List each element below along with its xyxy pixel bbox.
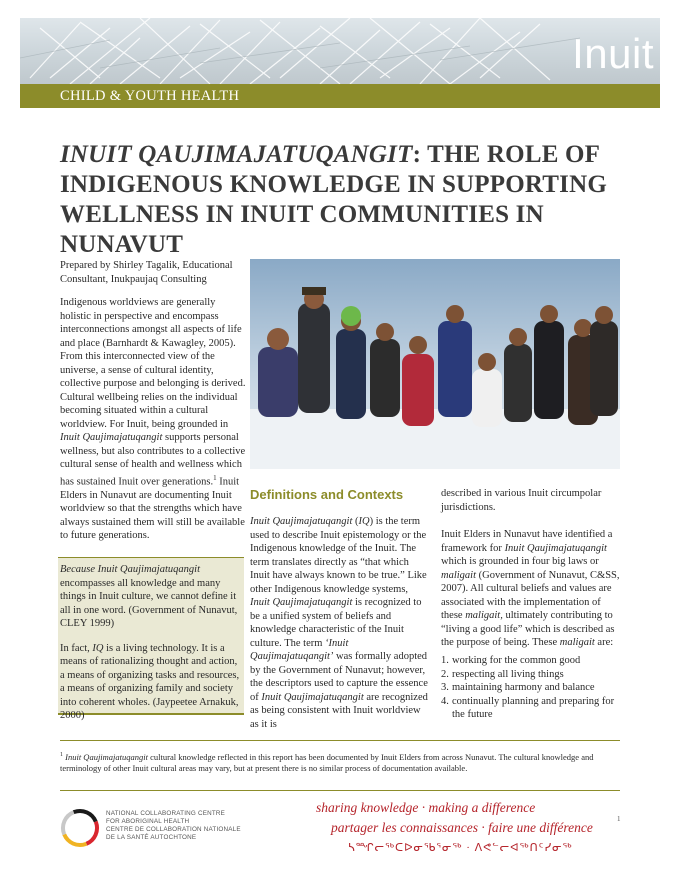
quote-2-text: is a living technology. It is a means of rationalizing thought and action, a means of organizing tasks and resources, a means of organizing family and society into coherent wholes. (Jaypeetee Arnakuk, 2000): [60, 642, 240, 721]
group-photo: [250, 259, 620, 469]
list-item: [441, 695, 621, 722]
footnote-divider: [60, 740, 620, 741]
quote-2: [60, 642, 242, 723]
section-heading: Definitions and Contexts: [250, 487, 404, 502]
org-fr-line-2: DE LA SANTÉ AUTOCHTONE: [106, 834, 197, 841]
quote-box: [58, 557, 244, 721]
def-italic-iq: IQ: [358, 516, 370, 527]
list-text: respecting all living things: [452, 668, 564, 680]
intro-text-2: supports personal wellness, but also contributes to a collective cultural sense of health and wellness which has sustained Inuit over generations.: [60, 432, 246, 487]
def-text-5: are recognized as being consistent with Inuit worldview as it is: [250, 691, 428, 730]
list-number: 4.: [441, 695, 449, 707]
category-label: CHILD & YOUTH HEALTH: [60, 88, 240, 104]
def-italic-2: Inuit Qaujimajatuqangit: [250, 597, 353, 608]
tagline-french: partager les connaissances · faire une différence: [331, 820, 593, 835]
def-italic-4: Inuit Qaujimajatuqangit: [261, 691, 364, 703]
banner-word: Inuit: [572, 30, 654, 77]
list-item: [441, 654, 621, 668]
title-rest: : THE ROLE OF INDIGENOUS KNOWLEDGE IN SUPPORTING WELLNESS IN INUIT COMMUNITIES IN NUNAVUT: [60, 141, 607, 258]
maligait-list: [441, 654, 621, 722]
fw-italic-2: maligait: [441, 569, 477, 581]
list-number: 3.: [441, 682, 449, 693]
quote-2-italic: IQ: [92, 642, 104, 654]
list-number: 1.: [441, 655, 449, 666]
footnote: [60, 750, 620, 774]
footnote-italic: Inuit Qaujimajatuqangit: [65, 751, 148, 762]
fw-text-3: (Government of Nunavut, C&SS, 2007). All cultural beliefs and values are associated with the implementation of these: [441, 569, 620, 621]
org-name: [106, 810, 276, 842]
fw-text-5: are:: [594, 637, 614, 648]
header-banner: [20, 18, 660, 84]
quote-1-text: encompasses all knowledge and many things in Inuit culture, we cannot define it all in one word. (Government of Nunavut, CLEY 1999): [60, 577, 238, 629]
list-number: 2.: [441, 668, 449, 680]
nccah-logo-icon: [60, 808, 100, 848]
def-italic-1: Inuit Qaujimajatuqangit: [250, 516, 353, 527]
org-en-line-1: NATIONAL COLLABORATING CENTRE: [106, 810, 226, 817]
fw-italic-3: maligait,: [465, 610, 503, 621]
quote-1: [60, 563, 242, 631]
org-en-line-2: FOR ABORIGINAL HEALTH: [106, 818, 190, 825]
fw-italic-1: Inuit Qaujimajatuqangit: [504, 542, 607, 554]
def-text-3: is recognized to be a unified system of beliefs and knowledge characteristic of the Inuit culture. The term: [250, 597, 422, 649]
page-number: 1: [617, 815, 621, 823]
org-fr-line-1: CENTRE DE COLLABORATION NATIONALE: [106, 826, 241, 833]
fw-text-1: Inuit Elders in Nunavut have identified a framework for: [441, 529, 613, 554]
definition-paragraph: [250, 515, 430, 731]
footnote-marker: 1: [60, 752, 63, 758]
intro-text-3: Inuit Elders in Nunavut are documenting Inuit worldview so that the strengths which have always sustained them will still be available to future generations.: [60, 476, 245, 541]
intro-paragraph: [60, 296, 246, 543]
tagline-inuktitut: ᓴᙱᓕᖅᑕᐅᓂᖃᕐᓂᖅ · ᐱᕙᓪᓕᐊᖅᑎᑦᓯᓂᖅ: [348, 842, 573, 854]
tagline-english: sharing knowledge · making a difference: [316, 800, 536, 815]
def-text-1: (: [352, 516, 359, 527]
def-text-4: was formally adopted by the Government of Nunavut; however, the descriptors used to capture the essence of: [250, 651, 428, 703]
list-text: maintaining harmony and balance: [452, 682, 595, 693]
group-photo-illustration: [250, 259, 620, 469]
continuation-text: described in various Inuit circumpolar jurisdictions.: [441, 488, 602, 513]
def-italic-3: ‘Inuit Qaujimajatuqangit’: [250, 637, 349, 662]
footer-divider: [60, 790, 620, 791]
intro-italic: Inuit Qaujimajatuqangit: [60, 432, 163, 443]
title-lead: INUIT QAUJIMAJATUQANGIT: [60, 141, 413, 168]
fw-italic-4: maligait: [559, 637, 595, 648]
list-text: continually planning and preparing for the future: [452, 695, 615, 720]
intro-text: Indigenous worldviews are generally holistic in perspective and encompass interconnections amongst all aspects of life and place (Barnhardt & Kawagley, 2005). From this interconnected view of the universe, a sense of cultural identity, collective purpose and belonging is derived. Cultural wellbeing relies on the individual becoming situated within a cultural worldview. For Inuit, being grounded in: [60, 297, 246, 430]
fw-text-4: ultimately contributing to “living a good life” which is described as the purpose of being. These: [441, 610, 615, 648]
list-item: [441, 668, 621, 682]
author-line: Prepared by Shirley Tagalik, Educational Consultant, Inukpaujaq Consulting: [60, 260, 233, 285]
quote-2-pre: In fact,: [60, 642, 93, 654]
fw-text-2: which is grounded in four big laws or: [441, 556, 599, 567]
footnote-ref[interactable]: 1: [213, 473, 217, 482]
category-bar: [20, 84, 660, 108]
page-title: [60, 140, 650, 260]
quote-1-italic: Because Inuit Qaujimajatuqangit: [60, 564, 200, 575]
frosted-branches-image: [20, 18, 660, 84]
list-item: [441, 681, 621, 695]
footnote-text: cultural knowledge reflected in this report has been documented by Inuit Elders from across Nunavut. The cultural knowledge and terminology of other Inuit cultural areas may vary, but at present there is no similar process of documentation available.: [60, 751, 594, 773]
framework-paragraph: [441, 528, 621, 650]
def-text-2: ) is the term used to describe Inuit epistemology or the Indigenous knowledge of the Inuit. The term translates directly as “that which Inuit have always known to be true.” Like other Indigenous knowledge systems,: [250, 516, 427, 595]
list-text: working for the common good: [452, 655, 581, 666]
